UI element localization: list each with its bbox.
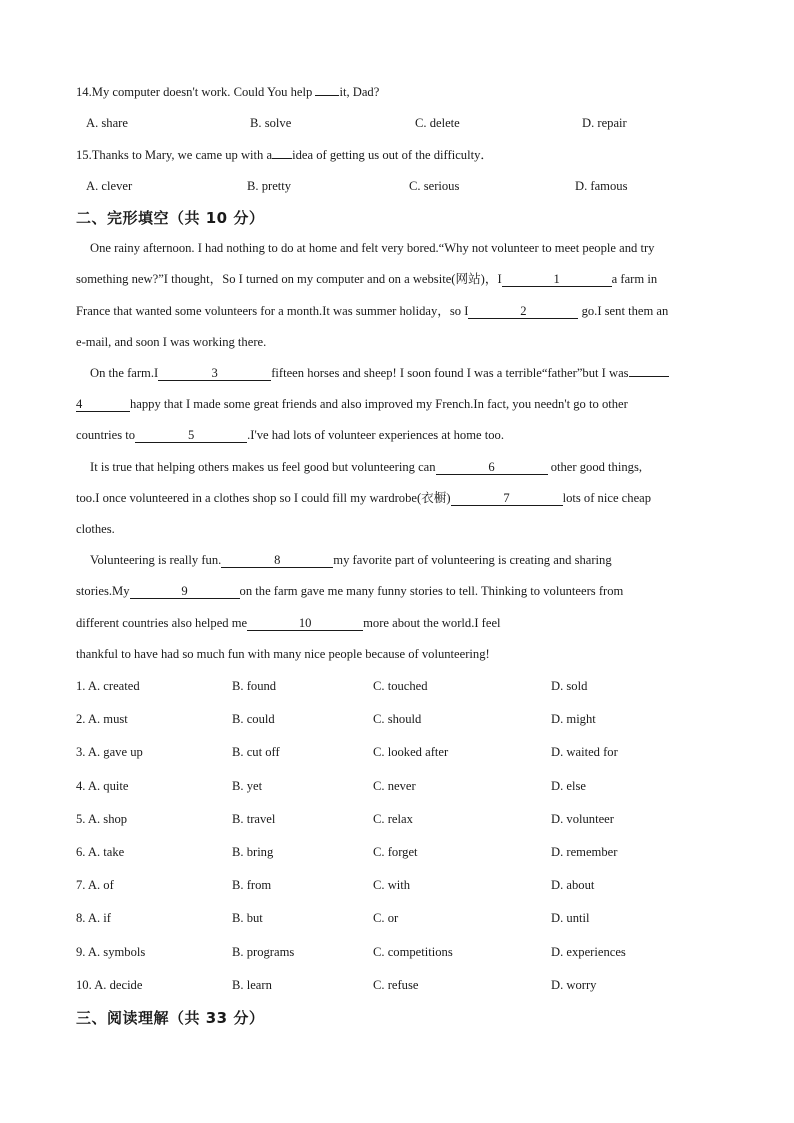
q15-blank[interactable] [272,158,292,159]
cloze-2-option-c[interactable]: C. should [373,712,422,726]
cloze-10-option-a[interactable]: 10. A. decide [76,978,143,992]
cloze-2-option-a[interactable]: 2. A. must [76,712,128,726]
passage-p4-line2 [76,583,623,599]
question-14-stem [76,84,379,100]
cloze-10-option-b[interactable]: B. learn [232,978,272,992]
q14-blank[interactable] [315,95,339,96]
p1-line2-text: something new?”I thought，So I turned on my computer and on a website(网站)，I [76,272,502,286]
q14-option-c[interactable]: C. delete [415,116,460,130]
passage-p3-line1 [90,459,642,475]
q14-option-b[interactable]: B. solve [250,116,292,130]
cloze-2-option-b[interactable]: B. could [232,712,275,726]
q15-option-c[interactable]: C. serious [409,179,460,193]
cloze-8-option-c[interactable]: C. or [373,911,399,925]
passage-p2-line2 [76,396,628,412]
cloze-9-option-a[interactable]: 9. A. symbols [76,945,146,959]
cloze-3-option-a[interactable]: 3. A. gave up [76,745,143,759]
p1-line3-end: go.I sent them an [578,304,669,318]
q15-option-a[interactable]: A. clever [86,179,133,193]
cloze-7-option-b[interactable]: B. from [232,878,272,892]
cloze-4-option-d[interactable]: D. else [551,779,586,793]
p2-line1-mid: fifteen horses and sheep! I soon found I was a terrible“father”but I was [271,366,629,380]
q14-stem-post: it, Dad? [339,85,380,99]
blank-6[interactable]: 6 [436,460,548,475]
cloze-1-option-c[interactable]: C. touched [373,679,428,693]
q15-option-b[interactable]: B. pretty [247,179,292,193]
p4-line1-end: my favorite part of volunteering is creating and sharing [333,553,612,567]
p4-line2-end: on the farm gave me many funny stories to tell. Thinking to volunteers from [239,584,624,598]
cloze-9-option-d[interactable]: D. experiences [551,945,626,959]
blank-4[interactable]: 4 [76,397,130,412]
blank-1[interactable]: 1 [502,272,612,287]
passage-p1-line3 [76,303,668,319]
passage-p3-line2 [76,490,651,506]
cloze-8-option-d[interactable]: D. until [551,911,590,925]
cloze-9-option-c[interactable]: C. competitions [373,945,453,959]
p3-line1-end: other good things, [547,460,642,474]
p2-line2-text: happy that I made some great friends and also improved my French.In fact, you needn't go to other [130,397,628,411]
cloze-6-option-c[interactable]: C. forget [373,845,418,859]
cloze-8-option-a[interactable]: 8. A. if [76,911,111,925]
p1-line3-text: France that wanted some volunteers for a month.It was summer holiday，so I [76,304,469,318]
cloze-5-option-d[interactable]: D. volunteer [551,812,614,826]
passage-p1-line1: One rainy afternoon. I had nothing to do at home and felt very bored.“Why not volunteer to meet people and try [90,241,655,255]
blank-3[interactable]: 3 [158,366,271,381]
p1-line2-end: a farm in [611,272,658,286]
p2-line3-text: countries to [76,428,136,442]
q15-option-d[interactable]: D. famous [575,179,628,193]
cloze-1-option-d[interactable]: D. sold [551,679,588,693]
cloze-8-option-b[interactable]: B. but [232,911,263,925]
cloze-5-option-c[interactable]: C. relax [373,812,413,826]
blank-5[interactable]: 5 [135,428,247,443]
cloze-6-option-b[interactable]: B. bring [232,845,274,859]
cloze-1-option-b[interactable]: B. found [232,679,277,693]
passage-p2-line3 [76,427,504,443]
question-15-stem [76,147,493,163]
blank-8[interactable]: 8 [221,553,333,568]
section-3-heading: 三、阅读理解（共 33 分） [76,1009,265,1027]
p4-line1-text: Volunteering is really fun. [90,553,222,567]
passage-p4-line1 [90,552,612,568]
cloze-4-option-c[interactable]: C. never [373,779,416,793]
cloze-6-option-d[interactable]: D. remember [551,845,618,859]
p3-line1-text: It is true that helping others makes us feel good but volunteering can [90,460,436,474]
cloze-1-option-a[interactable]: 1. A. created [76,679,140,693]
cloze-5-option-a[interactable]: 5. A. shop [76,812,128,826]
passage-p4-line3 [76,615,501,631]
blank-7[interactable]: 7 [451,491,563,506]
blank-4-lead[interactable] [629,376,669,377]
passage-p1-line4: e-mail, and soon I was working there. [76,335,267,349]
cloze-9-option-b[interactable]: B. programs [232,945,295,959]
p2-line3-end: .I've had lots of volunteer experiences at home too. [247,428,504,442]
passage-p4-line4: thankful to have had so much fun with many nice people because of volunteering! [76,647,490,661]
passage-p1-line2 [76,271,657,287]
cloze-2-option-d[interactable]: D. might [551,712,596,726]
blank-2[interactable]: 2 [468,304,578,319]
cloze-3-option-b[interactable]: B. cut off [232,745,280,759]
cloze-6-option-a[interactable]: 6. A. take [76,845,125,859]
cloze-4-option-a[interactable]: 4. A. quite [76,779,129,793]
p2-line1-text: On the farm.I [90,366,159,380]
passage-p2-line1 [90,365,669,381]
section-2-heading: 二、完形填空（共 10 分） [76,209,265,227]
q14-stem-pre: 14.My computer doesn't work. Could You help [76,85,316,99]
blank-10[interactable]: 10 [247,616,363,631]
p3-line2-end: lots of nice cheap [562,491,652,505]
passage-p3-line3: clothes. [76,522,115,536]
cloze-10-option-d[interactable]: D. worry [551,978,597,992]
blank-9[interactable]: 9 [130,584,240,599]
q14-option-d[interactable]: D. repair [582,116,627,130]
cloze-7-option-c[interactable]: C. with [373,878,411,892]
cloze-10-option-c[interactable]: C. refuse [373,978,419,992]
q14-option-a[interactable]: A. share [86,116,128,130]
cloze-4-option-b[interactable]: B. yet [232,779,263,793]
p3-line2-text: too.I once volunteered in a clothes shop so I could fill my wardrobe(衣橱) [76,491,451,505]
cloze-3-option-d[interactable]: D. waited for [551,745,618,759]
p4-line3-end: more about the world.I feel [363,616,501,630]
p4-line2-text: stories.My [76,584,130,598]
cloze-3-option-c[interactable]: C. looked after [373,745,449,759]
q15-stem-post: idea of getting us out of the difficulty． [292,148,493,162]
cloze-5-option-b[interactable]: B. travel [232,812,276,826]
cloze-7-option-d[interactable]: D. about [551,878,595,892]
q15-stem-pre: 15.Thanks to Mary, we came up with a [76,148,273,162]
p4-line3-text: different countries also helped me [76,616,248,630]
cloze-7-option-a[interactable]: 7. A. of [76,878,114,892]
